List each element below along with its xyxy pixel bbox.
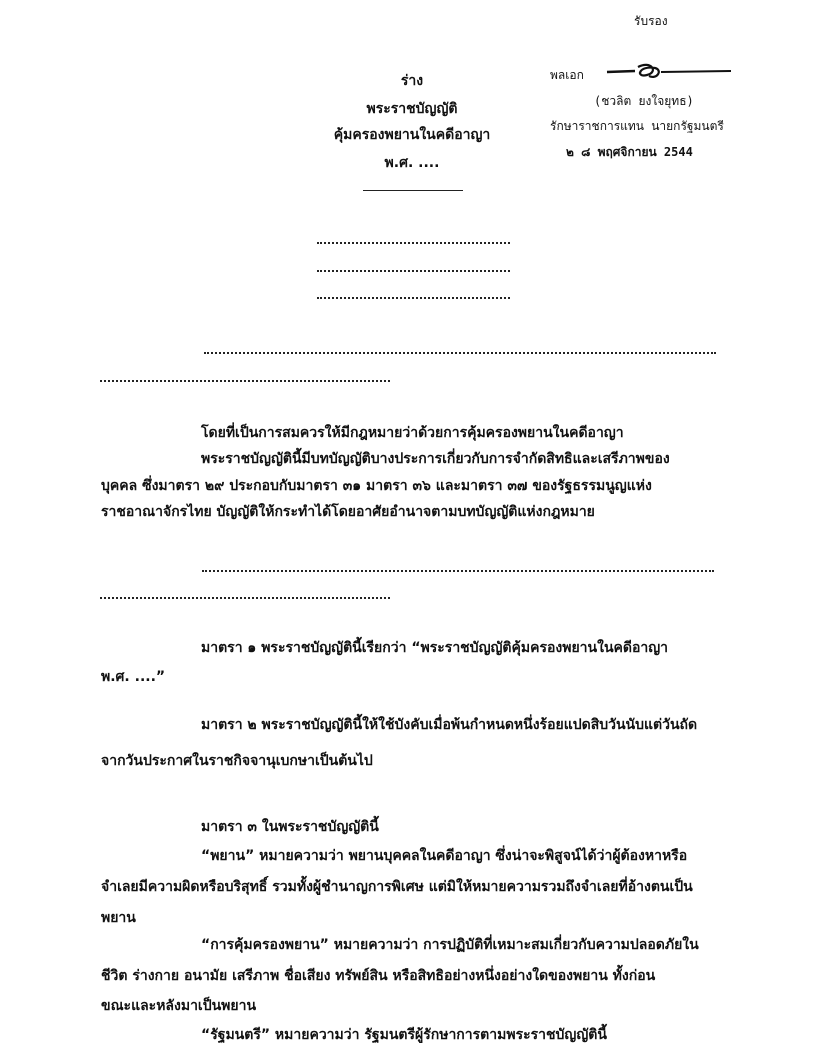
act-label: พระราชบัญญัติ (366, 101, 458, 117)
definition-line: “พยาน” หมายความว่า พยานบุคคลในคดีอาญา ซึ่งน่าจะพิสูจน์ได้ว่าผู้ต้องหาหรือ (201, 848, 688, 864)
draft-label: ร่าง (400, 73, 424, 89)
separator-dotted-long (204, 352, 716, 354)
section-3-heading: มาตรา ๓ ในพระราชบัญญัตินี้ (201, 819, 379, 835)
certification-date: ๒ ๘ พฤศจิกายน 2544 (566, 145, 693, 159)
preamble-line: บุคคล ซึ่งมาตรา ๒๙ ประกอบกับมาตรา ๓๑ มาตรา ๓๖ และมาตรา ๓๗ ของรัฐธรรมนูญแห่ง (101, 478, 652, 494)
act-title: คุ้มครองพยานในคดีอาญา (333, 127, 491, 143)
section-2-line: มาตรา ๒ พระราชบัญญัตินี้ให้ใช้บังคับเมื่อพ้นกำหนดหนึ่งร้อยแปดสิบวันนับแต่วันถัด (201, 717, 698, 733)
section-2-line: จากวันประกาศในราชกิจจานุเบกษาเป็นต้นไป (101, 753, 373, 769)
definition-line: “การคุ้มครองพยาน” หมายความว่า การปฏิบัติที่เหมาะสมเกี่ยวกับความปลอดภัยใน (201, 937, 699, 953)
buddhist-year: พ.ศ. .... (384, 155, 440, 171)
preamble-line: ราชอาณาจักรไทย บัญญัติให้กระทำได้โดยอาศัยอำนาจตามบทบัญญัติแห่งกฎหมาย (101, 504, 595, 520)
dotted-rule (317, 297, 510, 299)
separator-dotted-long (202, 570, 714, 572)
dotted-rule (317, 242, 510, 244)
definition-line: พยาน (101, 910, 136, 926)
stamp-text: รับรอง (634, 14, 668, 28)
signer-rank: พลเอก (550, 68, 584, 82)
definition-line: จำเลยมีความผิดหรือบริสุทธิ์ รวมทั้งผู้ชำนาญการพิเศษ แต่มิให้หมายความรวมถึงจำเลยที่อ้างตนเป็น (101, 879, 693, 895)
signature-mark (605, 60, 735, 84)
definition-line: ชีวิต ร่างกาย อนามัย เสรีภาพ ชื่อเสียง ทรัพย์สิน หรือสิทธิอย่างหนึ่งอย่างใดของพยาน ทั้งก่อน (101, 968, 656, 984)
signer-name: (ชวลิต ยงใจยุทธ) (594, 94, 694, 108)
dotted-rule (317, 270, 510, 272)
separator-dotted-short (100, 597, 390, 599)
preamble-line: พระราชบัญญัตินี้มีบทบัญญัติบางประการเกี่ยวกับการจำกัดสิทธิและเสรีภาพของ (201, 451, 670, 467)
definition-line: “รัฐมนตรี” หมายความว่า รัฐมนตรีผู้รักษาการตามพระราชบัญญัตินี้ (201, 1027, 607, 1043)
preamble-line: โดยที่เป็นการสมควรให้มีกฎหมายว่าด้วยการคุ้มครองพยานในคดีอาญา (201, 425, 624, 441)
section-1-line: พ.ศ. ....” (101, 669, 166, 685)
header-rule (363, 190, 463, 191)
signer-position: รักษาราชการแทน นายกรัฐมนตรี (550, 119, 724, 133)
definition-line: ขณะและหลังมาเป็นพยาน (101, 998, 257, 1014)
separator-dotted-short (100, 380, 390, 382)
section-1-line: มาตรา ๑ พระราชบัญญัตินี้เรียกว่า “พระราชบัญญัติคุ้มครองพยานในคดีอาญา (201, 640, 669, 656)
